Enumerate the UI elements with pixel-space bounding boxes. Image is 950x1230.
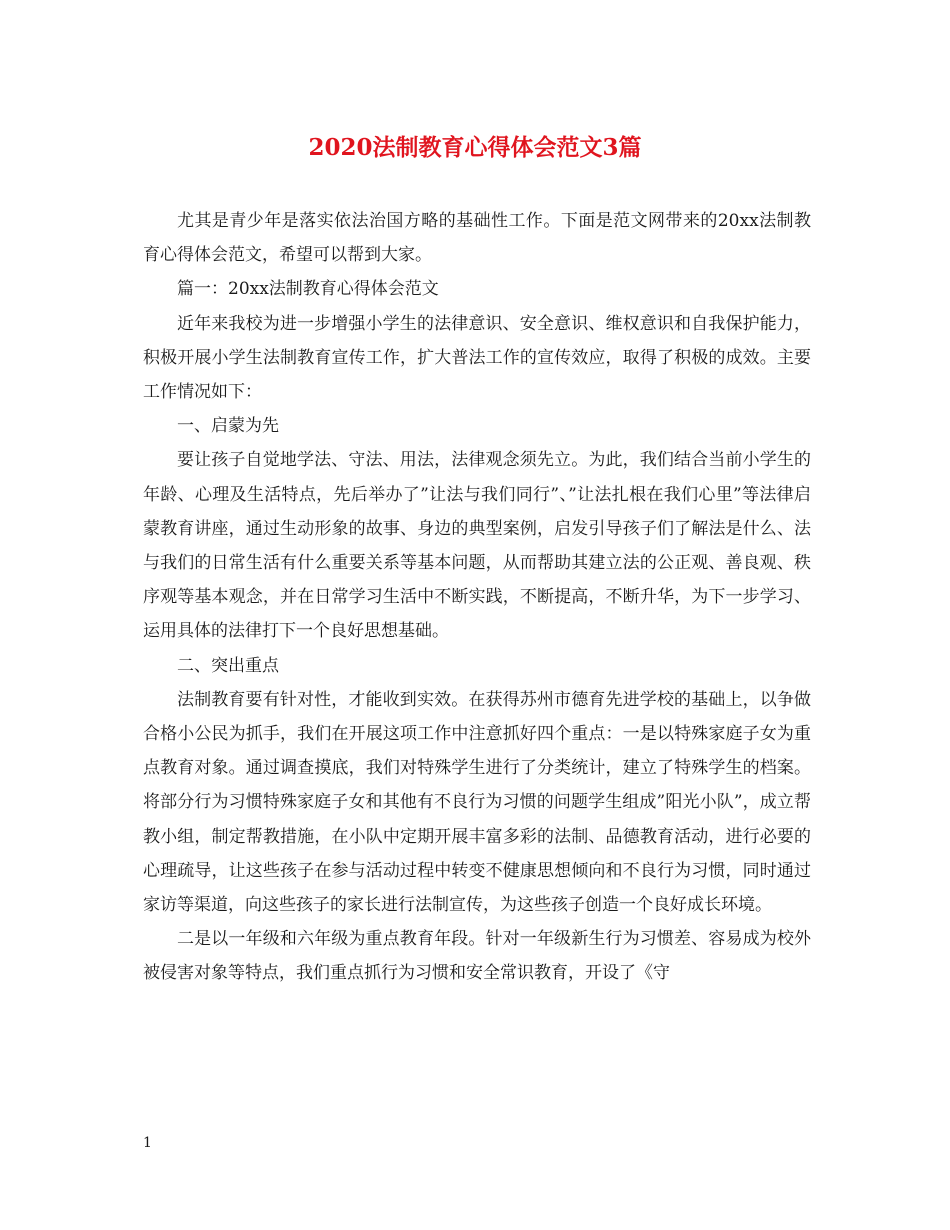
document-title: 2020法制教育心得体会范文3篇 [308, 134, 642, 161]
paragraph-heading-enlightenment: 一、启蒙为先 [177, 416, 279, 437]
paragraph-section-heading-1: 篇一：20xx法制教育心得体会范文 [177, 279, 439, 300]
paragraph-overview: 近年来我校为进一步增强小学生的法律意识、安全意识、维权意识和自我保护能力，积极开展小学生法制教育宣传工作，扩大普法工作的宣传效应，取得了积极的成效。主要工作情况如下： [143, 313, 811, 403]
document-body [143, 204, 811, 991]
paragraph-grades: 二是以一年级和六年级为重点教育年段。针对一年级新生行为习惯差、容易成为校外被侵害对象等特点，我们重点抓行为习惯和安全常识教育，开设了《守 [143, 929, 811, 984]
paragraph-intro: 尤其是青少年是落实依法治国方略的基础性工作。下面是范文网带来的20xx法制教育心得体会范文，希望可以帮到大家。 [143, 211, 811, 266]
paragraph-heading-focus: 二、突出重点 [177, 655, 279, 676]
paragraph-focus: 法制教育要有针对性，才能收到实效。在获得苏州市德育先进学校的基础上，以争做合格小公民为抓手，我们在开展这项工作中注意抓好四个重点：一是以特殊家庭子女为重点教育对象。通过调查摸底，我们对特殊学生进行了分类统计，建立了特殊学生的档案。将部分行为习惯特殊家庭子女和其他有不良行为习惯的问题学生组成”阳光小队”，成立帮教小组，制定帮教措施，在小队中定期开展丰富多彩的法制、品德教育活动，进行必要的心理疏导，让这些孩子在参与活动过程中转变不健康思想倾向和不良行为习惯，同时通过家访等渠道，向这些孩子的家长进行法制宣传，为这些孩子创造一个良好成长环境。 [143, 689, 811, 916]
paragraph-enlightenment: 要让孩子自觉地学法、守法、用法，法律观念须先立。为此，我们结合当前小学生的年龄、心理及生活特点，先后举办了”让法与我们同行”、”让法扎根在我们心里”等法律启蒙教育讲座，通过生动形象的故事、身边的典型案例，启发引导孩子们了解法是什么、法与我们的日常生活有什么重要关系等基本问题，从而帮助其建立法的公正观、善良观、秩序观等基本观念，并在日常学习生活中不断实践，不断提高，不断升华，为下一步学习、运用具体的法律打下一个良好思想基础。 [143, 450, 811, 642]
page-number: 1 [143, 1135, 152, 1151]
